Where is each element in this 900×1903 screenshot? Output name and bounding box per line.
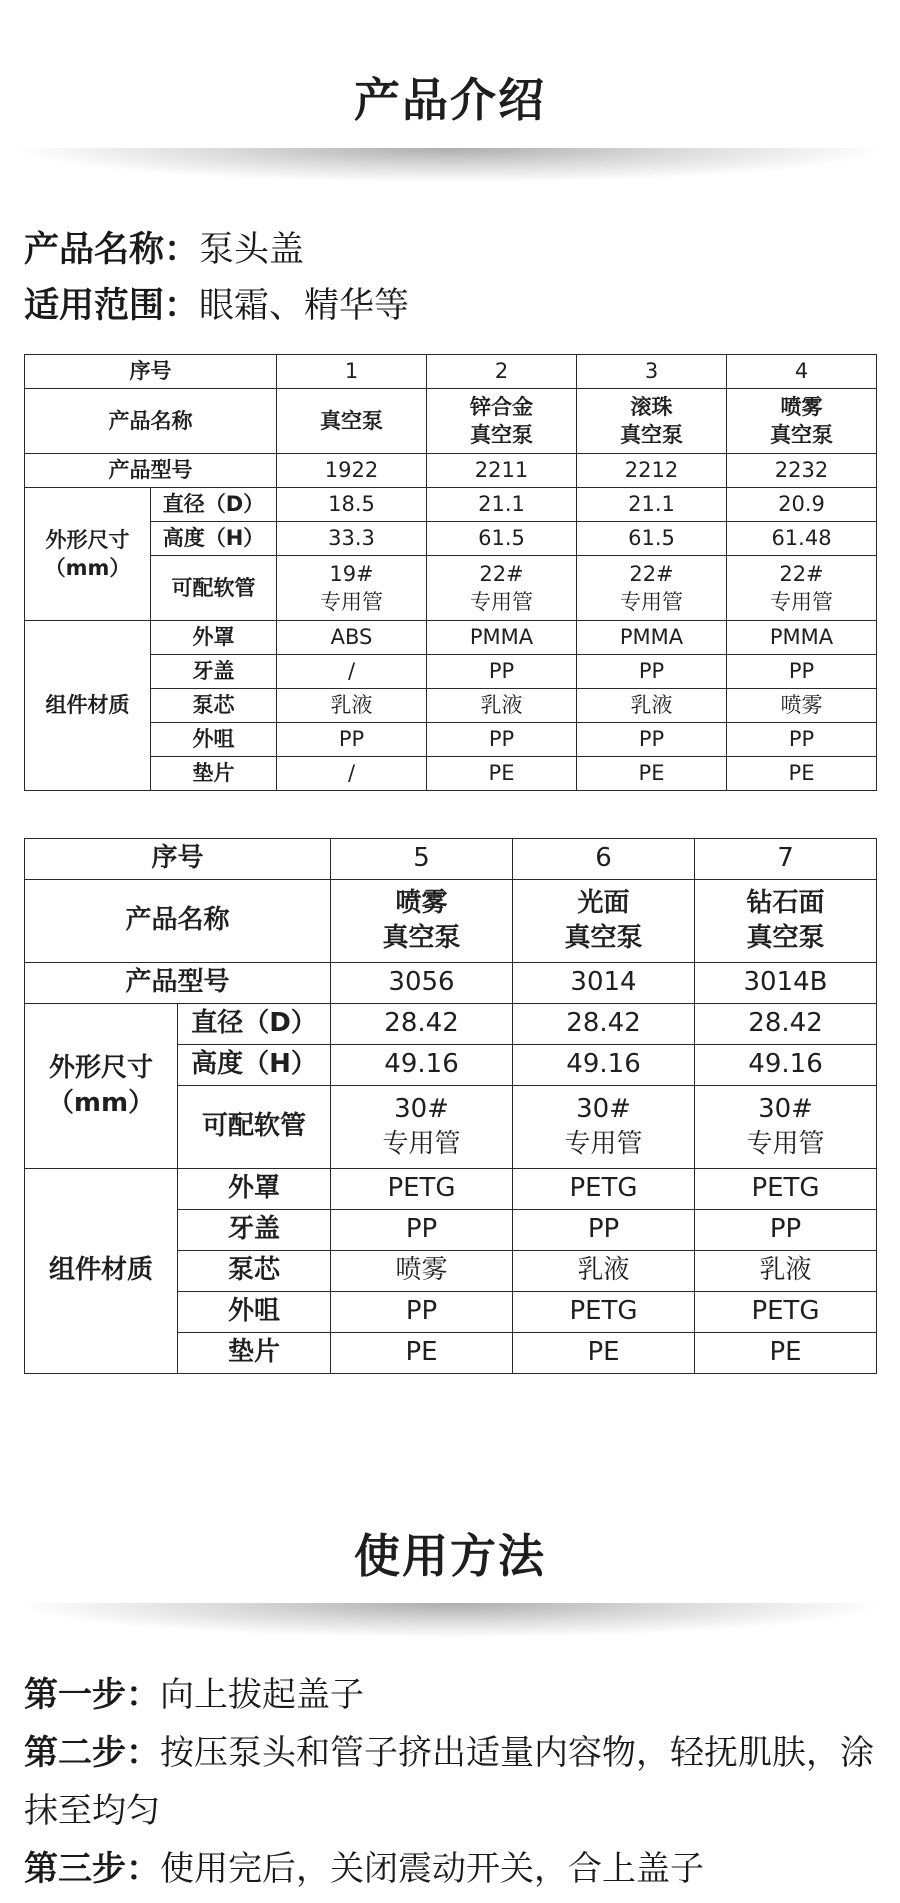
cell-core: 乳液	[427, 689, 577, 723]
row-label-tube: 可配软管	[151, 556, 277, 621]
table-row	[25, 1004, 877, 1045]
row-label-nozzle: 外咀	[151, 723, 277, 757]
cell-serial: 6	[513, 839, 695, 880]
cell-gasket: PE	[577, 757, 727, 791]
row-label-diameter: 直径（D）	[178, 1004, 331, 1045]
usage-step	[24, 1666, 884, 1724]
cell-gasket: PE	[695, 1333, 877, 1374]
row-group-materials: 组件材质	[25, 621, 151, 791]
spec-table-b	[24, 838, 877, 1374]
usage-title: 使用方法	[354, 1529, 546, 1583]
table-row	[25, 355, 877, 389]
spec-table-a	[24, 354, 877, 791]
cell-core: 喷雾	[727, 689, 877, 723]
title-divider-shadow	[20, 148, 880, 182]
row-label-core: 泵芯	[178, 1251, 331, 1292]
row-group-dimensions: 外形尺寸 （mm）	[25, 488, 151, 621]
cell-cap: PP	[727, 655, 877, 689]
step-label: 第三步：	[24, 1849, 160, 1889]
intro-title: 产品介绍	[354, 73, 546, 127]
cell-cover: ABS	[277, 621, 427, 655]
cell-nozzle: PP	[577, 723, 727, 757]
table-row	[25, 689, 877, 723]
cell-product-name: 喷雾 真空泵	[331, 880, 513, 963]
cell-tube: 22# 专用管	[427, 556, 577, 621]
cell-cover: PETG	[513, 1169, 695, 1210]
cell-serial: 1	[277, 355, 427, 389]
cell-diameter: 28.42	[695, 1004, 877, 1045]
row-label-product-name: 产品名称	[25, 389, 277, 454]
cell-model: 1922	[277, 454, 427, 488]
cell-product-name: 光面 真空泵	[513, 880, 695, 963]
cell-height: 61.48	[727, 522, 877, 556]
cell-height: 61.5	[427, 522, 577, 556]
row-label-cap: 牙盖	[151, 655, 277, 689]
cell-tube: 30# 专用管	[695, 1086, 877, 1169]
cell-model: 3014B	[695, 963, 877, 1004]
cell-cap: PP	[427, 655, 577, 689]
cell-height: 49.16	[695, 1045, 877, 1086]
cell-serial: 2	[427, 355, 577, 389]
table-row	[25, 556, 877, 621]
usage-step	[24, 1840, 884, 1898]
cell-gasket: /	[277, 757, 427, 791]
cell-cover: PMMA	[427, 621, 577, 655]
step-text: 向上拔起盖子	[160, 1675, 364, 1715]
cell-cap: /	[277, 655, 427, 689]
row-group-materials: 组件材质	[25, 1169, 178, 1374]
table-row	[25, 757, 877, 791]
row-label-serial: 序号	[25, 839, 331, 880]
step-text: 使用完后，关闭震动开关，合上盖子	[160, 1849, 704, 1889]
cell-height: 49.16	[513, 1045, 695, 1086]
step-text: 按压泵头和管子挤出适量内容物，轻抚肌肤，涂抹至均匀	[24, 1733, 874, 1831]
cell-model: 2212	[577, 454, 727, 488]
cell-tube: 30# 专用管	[331, 1086, 513, 1169]
cell-diameter: 21.1	[427, 488, 577, 522]
table-row	[25, 522, 877, 556]
cell-cover: PMMA	[577, 621, 727, 655]
cell-nozzle: PETG	[513, 1292, 695, 1333]
cell-product-name: 滚珠 真空泵	[577, 389, 727, 454]
cell-model: 3014	[513, 963, 695, 1004]
cell-cap: PP	[513, 1210, 695, 1251]
cell-nozzle: PP	[277, 723, 427, 757]
row-label-cover: 外罩	[178, 1169, 331, 1210]
product-name-line	[24, 222, 304, 272]
cell-gasket: PE	[331, 1333, 513, 1374]
row-label-height: 高度（H）	[178, 1045, 331, 1086]
table-row	[25, 839, 877, 880]
cell-core: 喷雾	[331, 1251, 513, 1292]
usage-scope-label: 适用范围：	[24, 286, 200, 326]
cell-cap: PP	[331, 1210, 513, 1251]
cell-product-name: 锌合金 真空泵	[427, 389, 577, 454]
table-row	[25, 488, 877, 522]
table-row	[25, 723, 877, 757]
row-group-dimensions: 外形尺寸 （mm）	[25, 1004, 178, 1169]
cell-nozzle: PP	[727, 723, 877, 757]
cell-tube: 22# 专用管	[727, 556, 877, 621]
cell-tube: 30# 专用管	[513, 1086, 695, 1169]
cell-serial: 5	[331, 839, 513, 880]
table-row	[25, 1169, 877, 1210]
cell-nozzle: PP	[331, 1292, 513, 1333]
cell-height: 33.3	[277, 522, 427, 556]
cell-cover: PETG	[331, 1169, 513, 1210]
cell-core: 乳液	[577, 689, 727, 723]
row-label-cap: 牙盖	[178, 1210, 331, 1251]
cell-diameter: 21.1	[577, 488, 727, 522]
product-name-value: 泵头盖	[199, 230, 305, 270]
row-label-height: 高度（H）	[151, 522, 277, 556]
cell-diameter: 18.5	[277, 488, 427, 522]
row-label-serial: 序号	[25, 355, 277, 389]
cell-diameter: 20.9	[727, 488, 877, 522]
cell-model: 2211	[427, 454, 577, 488]
row-label-core: 泵芯	[151, 689, 277, 723]
cell-cap: PP	[695, 1210, 877, 1251]
row-label-gasket: 垫片	[151, 757, 277, 791]
cell-core: 乳液	[277, 689, 427, 723]
usage-scope-value: 眼霜、精华等	[199, 286, 410, 326]
cell-nozzle: PP	[427, 723, 577, 757]
row-label-cover: 外罩	[151, 621, 277, 655]
title-divider-shadow	[20, 1603, 880, 1637]
cell-diameter: 28.42	[331, 1004, 513, 1045]
row-label-tube: 可配软管	[178, 1086, 331, 1169]
cell-height: 61.5	[577, 522, 727, 556]
cell-gasket: PE	[427, 757, 577, 791]
cell-cover: PMMA	[727, 621, 877, 655]
row-label-diameter: 直径（D）	[151, 488, 277, 522]
cell-tube: 19# 专用管	[277, 556, 427, 621]
cell-model: 2232	[727, 454, 877, 488]
table-row	[25, 621, 877, 655]
cell-tube: 22# 专用管	[577, 556, 727, 621]
cell-diameter: 28.42	[513, 1004, 695, 1045]
cell-nozzle: PETG	[695, 1292, 877, 1333]
row-label-product-name: 产品名称	[25, 880, 331, 963]
cell-cover: PETG	[695, 1169, 877, 1210]
product-name-label: 产品名称：	[24, 230, 200, 270]
cell-serial: 3	[577, 355, 727, 389]
step-label: 第二步：	[24, 1733, 160, 1773]
row-label-model: 产品型号	[25, 963, 331, 1004]
cell-cap: PP	[577, 655, 727, 689]
table-row	[25, 454, 877, 488]
row-label-gasket: 垫片	[178, 1333, 331, 1374]
cell-gasket: PE	[513, 1333, 695, 1374]
cell-gasket: PE	[727, 757, 877, 791]
row-label-nozzle: 外咀	[178, 1292, 331, 1333]
table-row	[25, 655, 877, 689]
cell-core: 乳液	[695, 1251, 877, 1292]
cell-product-name: 真空泵	[277, 389, 427, 454]
cell-height: 49.16	[331, 1045, 513, 1086]
usage-step	[24, 1724, 884, 1840]
cell-model: 3056	[331, 963, 513, 1004]
cell-core: 乳液	[513, 1251, 695, 1292]
table-row	[25, 389, 877, 454]
table-row	[25, 963, 877, 1004]
table-row	[25, 880, 877, 963]
cell-serial: 4	[727, 355, 877, 389]
cell-product-name: 钻石面 真空泵	[695, 880, 877, 963]
step-label: 第一步：	[24, 1675, 160, 1715]
cell-serial: 7	[695, 839, 877, 880]
usage-scope-line	[24, 278, 409, 328]
row-label-model: 产品型号	[25, 454, 277, 488]
cell-product-name: 喷雾 真空泵	[727, 389, 877, 454]
